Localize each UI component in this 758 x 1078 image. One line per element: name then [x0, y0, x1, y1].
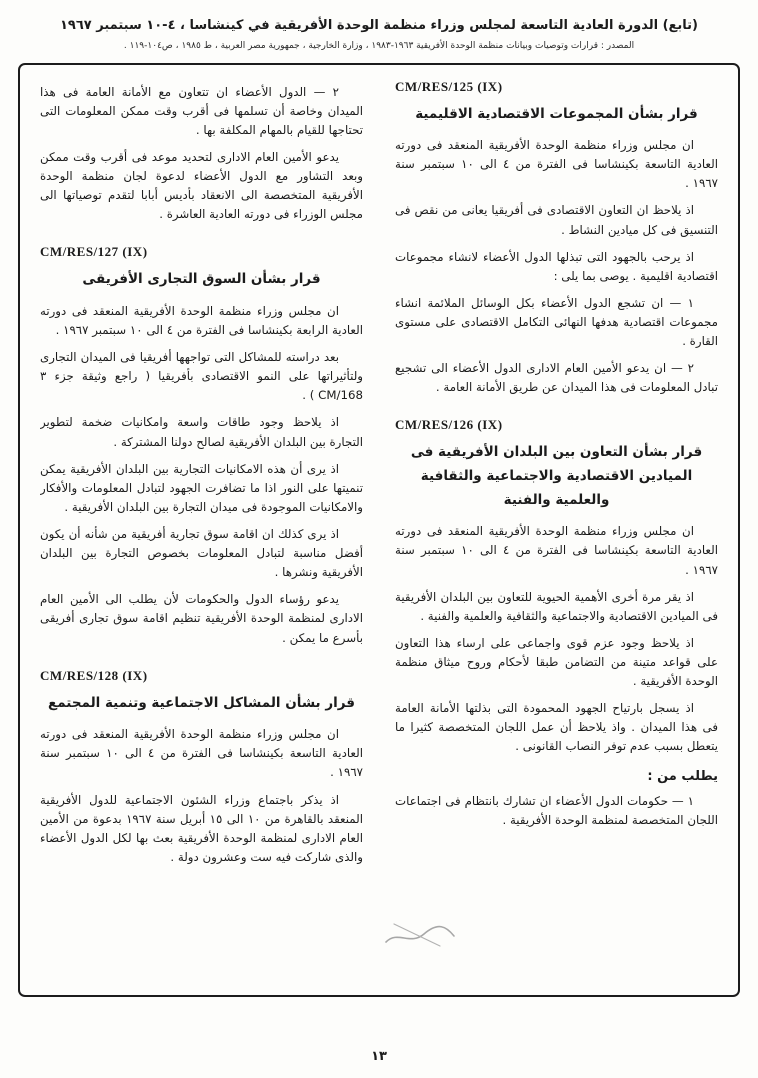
- paragraph: يدعو الأمين العام الادارى لتحديد موعد فى أقرب وقت ممكن وبعد التشاور مع الدول الأعضاء لدعوة لجان منظمة الوحدة الأفريقية المتخصصة الى الانعقاد بأديس أبابا لتقدم توصياتها الى مجلس الوزراء فى دورته العادية العاشرة .: [40, 149, 363, 222]
- paragraph: اذ يقر مرة أخرى الأهمية الحيوية للتعاون بين البلدان الأفريقية فى الميادين الاقتصادية والاجتماعية والثقافية والعلمية والفنية .: [395, 589, 718, 623]
- subheading: يطلب من :: [647, 768, 718, 784]
- paragraph: بعد دراسته للمشاكل التى تواجهها أفريقيا فى الميدان التجارى ولتأثيراتها على النمو الاقتصادى بأفريقيا ( راجع وثيقة جزء ٣ CM/168 ) .: [40, 350, 363, 403]
- page-footer: [0, 1045, 758, 1064]
- paragraph: يدعو رؤساء الدول والحكومات لأن يطلب الى الأمين العام الادارى لمنظمة الوحدة الأفريقية تنظيم اقامة سوق تجارى أفريقى بأسرع ما يمكن .: [40, 592, 363, 645]
- paragraph: اذ يرى كذلك ان اقامة سوق تجارية أفريقية من شأنه أن يكون أفضل مناسبة لتبادل المعلومات بخصوص التجارة بين البلدان الأفريقية ونشرها .: [40, 526, 363, 580]
- resolution-code: CM/RES/126 (IX): [395, 417, 503, 433]
- column-right: [395, 75, 718, 983]
- resolution-code: CM/RES/128 (IX): [40, 667, 148, 683]
- paragraph: اذ يرى أن هذه الامكانيات التجارية بين البلدان الأفريقية يمكن تنميتها على النور اذا ما تضافرت الجهود لتبادل المعلومات والأفكار والامكانيات الموجودة فى ميدان التجارة بين البلدان الأفريقية .: [40, 461, 363, 514]
- source-citation: المصدر : قرارات وتوصيات وبيانات منظمة الوحدة الأفريقية ١٩٦٣-١٩٨٣ ، وزارة الخارجية ، جمهورية مصر العربية ، ط ١٩٨٥ ، ص١٠٤-١١٩ .: [123, 40, 635, 51]
- resolution-title: قرار بشأن المجموعات الاقتصادية الاقليمية: [415, 105, 698, 122]
- session-title: (تابع) الدورة العادية التاسعة لمجلس وزراء منظمة الوحدة الأفريقية في كينشاسا ، ٤-١٠ سبتمبر ١٩٦٧: [59, 18, 699, 33]
- paragraph: ٢ — ان يدعو الأمين العام الادارى الدول الأعضاء الى تشجيع تبادل المعلومات فى هذا الميدان عن طريق الأمانة العامة .: [395, 361, 718, 395]
- paragraph: ٢ — الدول الأعضاء ان تتعاون مع الأمانة العامة فى هذا الميدان وخاصة أن تسلمها فى أقرب وقت ممكن المعلومات التى تحتاجها للقيام بالمهام المكلفة بها .: [40, 84, 363, 137]
- paragraph: ان مجلس وزراء منظمة الوحدة الأفريقية المنعقد فى دورته العادية التاسعة بكينشاسا فى الفترة من ٤ الى ١٠ سبتمبر سنة ١٩٦٧ .: [40, 727, 363, 780]
- resolution-title: قرار بشأن التعاون بين البلدان الأفريقية فى الميادين الاقتصادية والاجتماعية والثقافية والعلمية والفنية: [410, 444, 703, 508]
- paragraph: ان مجلس وزراء منظمة الوحدة الأفريقية المنعقد فى دورته العادية الرابعة بكينشاسا فى الفترة من ٤ الى ١٠ سبتمبر ١٩٦٧ .: [40, 303, 363, 337]
- paragraph: اذ يلاحظ وجود طاقات واسعة وامكانيات ضخمة لتطوير التجارة بين البلدان الأفريقية لصالح دولنا المشتركة .: [40, 415, 363, 449]
- paragraph: ان مجلس وزراء منظمة الوحدة الأفريقية المنعقد فى دورته العادية التاسعة بكينشاسا فى الفترة من ٤ الى ١٠ سبتمبر سنة ١٩٦٧ .: [395, 138, 718, 191]
- paragraph: ١ — حكومات الدول الأعضاء ان تشارك بانتظام فى اجتماعات اللجان المتخصصة لمنظمة الوحدة الأفريقية .: [395, 793, 718, 827]
- paragraph: اذ يلاحظ وجود عزم قوى واجماعى على ارساء هذا التعاون على قواعد متينة من التضامن طبقا لأحكام وروح ميثاق منظمة الوحدة الأفريقية .: [395, 635, 718, 689]
- resolution-code: CM/RES/127 (IX): [40, 244, 148, 260]
- resolution-title: قرار بشأن السوق التجارى الأفريقى: [82, 271, 321, 288]
- page-header: [0, 0, 758, 51]
- resolutions-box: [18, 63, 740, 997]
- resolution-code: CM/RES/125 (IX): [395, 78, 503, 94]
- column-left: [40, 75, 363, 983]
- page-number: ١٣: [371, 1049, 387, 1064]
- paragraph: اذ يرحب بالجهود التى تبذلها الدول الأعضاء لانشاء مجموعات اقتصادية اقليمية . يوصى بما يلى :: [395, 249, 718, 283]
- paragraph: اذ يلاحظ ان التعاون الاقتصادى فى أفريقيا يعانى من نقص فى التنسيق فى كل ميادين النشاط .: [395, 203, 718, 237]
- resolution-title: قرار بشأن المشاكل الاجتماعية وتنمية المجتمع: [48, 694, 355, 711]
- paragraph: اذ يسجل بارتياح الجهود المحمودة التى بذلتها الأمانة العامة فى هذا الميدان . واذ يلاحظ أن عمل اللجان المتخصصة كثيرا ما يتعطل بسبب عدم توفر النصاب القانونى .: [395, 701, 718, 754]
- paragraph: ان مجلس وزراء منظمة الوحدة الأفريقية المنعقد فى دورته العادية التاسعة بكينشاسا فى الفترة من ٤ الى ١٠ سبتمبر سنة ١٩٦٧ .: [395, 524, 718, 577]
- two-column-layout: [40, 75, 718, 983]
- paragraph: اذ يذكر باجتماع وزراء الشئون الاجتماعية للدول الأفريقية المنعقد بالقاهرة من ١٠ الى ١٥ أبريل سنة ١٩٦٧ بدعوة من الأمين العام الادارى لمنظمة الوحدة الأفريقية بعث بها لكل الدول الأعضاء والذى شاركت فيه ست وعشرون دولة .: [40, 792, 363, 864]
- paragraph: ١ — ان تشجع الدول الأعضاء بكل الوسائل الملائمة انشاء مجموعات اقتصادية هدفها النهائى التكامل الاقتصادى على مستوى القارة .: [395, 295, 718, 349]
